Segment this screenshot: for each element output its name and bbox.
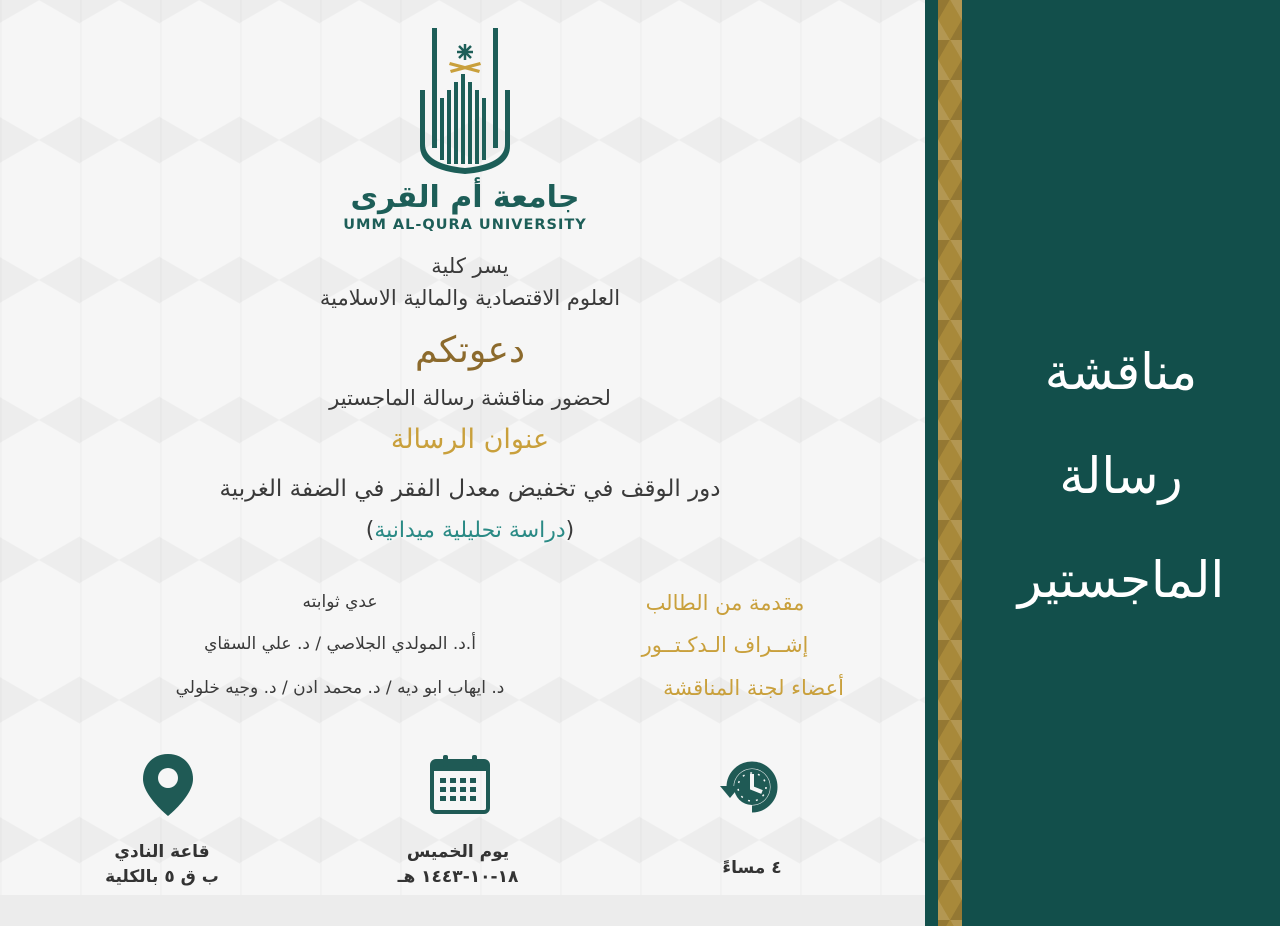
thesis-title: دور الوقف في تخفيض معدل الفقر في الضفة الغربية — [219, 476, 721, 502]
intro-line: يسر كلية — [431, 254, 509, 278]
thesis-title-label: عنوان الرسالة — [390, 424, 550, 455]
bottom-bar — [0, 895, 925, 926]
date-text — [358, 840, 558, 890]
time-text: ٤ مساءً — [722, 858, 782, 878]
student-label: مقدمة من الطالب — [645, 591, 805, 615]
side-title — [962, 320, 1280, 632]
side-title-line: الماجستير — [1017, 551, 1225, 609]
university-name-english: UMM AL-QURA UNIVERSITY — [343, 217, 587, 233]
student-name: عدي ثوابته — [302, 592, 378, 612]
committee-names: د. ايهاب ابو ديه / د. محمد ادن / د. وجيه خلولي — [175, 678, 505, 698]
subtitle-text: دراسة تحليلية ميدانية — [374, 518, 566, 543]
location-text — [62, 840, 262, 890]
side-title-line: رسالة — [1059, 447, 1183, 505]
location-line: ب ق ٥ بالكلية — [105, 867, 219, 887]
invite-heading: دعوتكم — [415, 330, 525, 371]
university-logo-icon — [410, 28, 520, 178]
time-history-icon — [718, 756, 784, 818]
gold-ornament-strip — [938, 0, 962, 926]
subtitle-paren: ) — [365, 518, 375, 543]
thesis-subtitle — [140, 518, 800, 543]
invite-purpose: لحضور مناقشة رسالة الماجستير — [329, 386, 611, 410]
university-name-arabic: جامعة أم القرى — [350, 180, 580, 215]
location-line: قاعة النادي — [114, 842, 210, 862]
committee-label: أعضاء لجنة المناقشة — [663, 676, 844, 700]
supervisor-names: أ.د. المولدي الجلاصي / د. علي السقاي — [204, 634, 476, 654]
subtitle-paren: ( — [565, 518, 575, 543]
supervisor-label: إشــراف الـدكـتــور — [641, 633, 809, 657]
calendar-icon — [430, 754, 490, 814]
side-title-line: مناقشة — [1044, 343, 1198, 401]
college-name: العلوم الاقتصادية والمالية الاسلامية — [319, 286, 621, 310]
location-pin-icon — [140, 752, 196, 818]
date-line: ١٨-١٠-١٤٤٣ هـ — [397, 867, 519, 887]
date-line: يوم الخميس — [406, 842, 510, 862]
